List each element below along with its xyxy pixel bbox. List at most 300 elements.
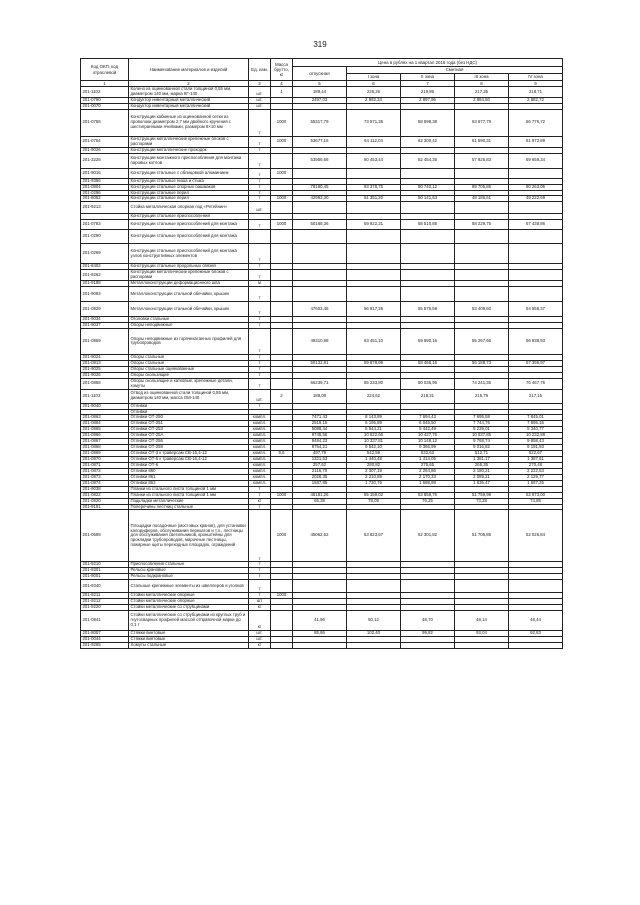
- row-zone-4-price: 2 129,77: [509, 474, 563, 480]
- row-zone-2-price: 53 859,76: [401, 492, 455, 498]
- row-release-price: 188,08: [293, 389, 347, 403]
- row-unit: т: [249, 287, 271, 302]
- row-unit: т: [249, 317, 271, 323]
- col-number: 9: [509, 81, 563, 87]
- row-zone-2-price: 48,70: [401, 611, 455, 631]
- row-zone-2-price: 1 698,98: [401, 480, 455, 486]
- row-unit: т: [249, 178, 271, 184]
- row-zone-4-price: 74,85: [509, 498, 563, 504]
- row-zone-2-price: 275,65: [401, 462, 455, 468]
- row-release-price: 47603,46: [293, 302, 347, 317]
- row-zone-4-price: [509, 270, 563, 281]
- row-zone-1-price: 542,59: [347, 451, 401, 457]
- row-zone-2-price: 5 442,49: [401, 427, 455, 433]
- row-unit: компл.: [249, 480, 271, 486]
- row-name: Опоры неподвижные: [129, 323, 249, 329]
- row-release-price: 2519,16: [293, 421, 347, 427]
- row-zone-1-price: 5 544,21: [347, 427, 401, 433]
- row-zone-4-price: [509, 580, 563, 593]
- row-zone-1-price: 78,09: [347, 498, 401, 504]
- row-code: 201-0859: [81, 328, 129, 354]
- row-zone-2-price: 52 301,82: [401, 510, 455, 562]
- row-code: 201-0864: [81, 421, 129, 427]
- row-code: 201-9016: [81, 168, 129, 178]
- col-number: 3: [249, 81, 271, 87]
- row-zone-3-price: 48,14: [455, 611, 509, 631]
- row-name: Рельсы крановые: [129, 568, 249, 574]
- table-row: [81, 389, 563, 403]
- row-zone-1-price: 53 823,67: [347, 510, 401, 562]
- row-name: Конструкции стальные опорных башмаков: [129, 184, 249, 190]
- header-release: отпускная: [293, 67, 347, 81]
- row-zone-2-price: 10 427,76: [401, 433, 455, 439]
- row-code: 201-9024: [81, 354, 129, 360]
- row-name: Стальные крепежные элементы из швеллеров и уголков: [129, 580, 249, 593]
- row-zone-1-price: 2 210,89: [347, 474, 401, 480]
- row-zone-1-price: 93 378,75: [347, 184, 401, 190]
- row-zone-3-price: [455, 287, 509, 302]
- row-zone-2-price: 2 897,96: [401, 97, 455, 103]
- row-mass: 1: [271, 87, 293, 98]
- row-unit: шт.: [249, 202, 271, 214]
- row-code: 201-0866: [81, 433, 129, 439]
- row-unit: т: [249, 184, 271, 190]
- row-zone-2-price: 2 170,33: [401, 474, 455, 480]
- row-code: 201-9034: [81, 317, 129, 323]
- row-zone-1-price: 55 159,02: [347, 492, 401, 498]
- page-number: 319: [313, 40, 327, 49]
- row-release-price: 55317,79: [293, 109, 347, 136]
- row-mass: [271, 580, 293, 593]
- row-name: Отливки ОТ-256: [129, 439, 249, 445]
- table-row: [81, 230, 563, 244]
- row-release-price: 50132,81: [293, 360, 347, 366]
- row-zone-2-price: 1 414,05: [401, 457, 455, 463]
- row-name: Колено из оцинкованной стали толщиной 0,55 мм, диаметром 140 мм, марка КГ-140: [129, 87, 249, 98]
- row-zone-1-price: 64 112,04: [347, 136, 401, 147]
- row-zone-4-price: 54 558,37: [509, 302, 563, 317]
- row-name: Отливки: [129, 409, 249, 415]
- header-zone-4: IV зона: [509, 74, 563, 81]
- row-name: Металлоконструкции стальной обечайки, крышек: [129, 287, 249, 302]
- col-number: 8: [455, 81, 509, 87]
- row-code: 201-0865: [81, 427, 129, 433]
- row-code: 201-9265: [81, 642, 129, 648]
- row-unit: кг: [249, 605, 271, 611]
- row-code: 201-3226: [81, 153, 129, 168]
- row-unit: т: [249, 562, 271, 568]
- row-code: 201-0764: [81, 136, 129, 147]
- row-zone-1-price: 10 337,81: [347, 439, 401, 445]
- header-estimate: Сметная: [347, 67, 563, 74]
- header-zone-1: I зона: [347, 74, 401, 81]
- row-name: Отливки ОТ-25А: [129, 433, 249, 439]
- row-code: 201-9340: [81, 580, 129, 593]
- row-name: Опоры неподвижные из горячекатанных профилей для трубопроводов: [129, 328, 249, 354]
- row-zone-1-price: 51 351,20: [347, 196, 401, 202]
- table-body: [81, 87, 563, 649]
- row-unit: т: [249, 504, 271, 510]
- row-zone-3-price: 9 016,82: [455, 445, 509, 451]
- row-mass: 1000: [271, 196, 293, 202]
- row-unit: компл.: [249, 468, 271, 474]
- col-number: 1: [81, 81, 129, 87]
- row-name: Опоры стальные оцинкованные: [129, 366, 249, 372]
- row-code: 201-0269: [81, 244, 129, 264]
- row-zone-1-price: 60 453,44: [347, 153, 401, 168]
- table-row: [81, 433, 563, 439]
- row-zone-2-price: 52 454,35: [401, 153, 455, 168]
- row-release-price: 50168,36: [293, 220, 347, 230]
- row-code: 201-0822: [81, 492, 129, 498]
- row-release-price: 189,44: [293, 87, 347, 98]
- row-release-price: 5088,44: [293, 427, 347, 433]
- row-name: Хомуты стальные: [129, 642, 249, 648]
- row-release-price: [293, 287, 347, 302]
- row-name: Стойки металлические со струбцинами: [129, 605, 249, 611]
- row-zone-3-price: 51 705,86: [455, 510, 509, 562]
- row-zone-4-price: 49 222,69: [509, 196, 563, 202]
- row-zone-3-price: 1 361,17: [455, 457, 509, 463]
- row-unit: кг: [249, 611, 271, 631]
- row-zone-3-price: 1 635,47: [455, 480, 509, 486]
- row-zone-1-price: 9 542,10: [347, 445, 401, 451]
- row-zone-4-price: 59 659,34: [509, 153, 563, 168]
- row-zone-3-price: 56 188,73: [455, 360, 509, 366]
- row-code: 201-9026: [81, 372, 129, 378]
- row-unit: шт.: [249, 631, 271, 637]
- row-name: Отливки ОТ-250: [129, 415, 249, 421]
- row-unit: т: [249, 574, 271, 580]
- row-code: 201-8402: [81, 264, 129, 270]
- row-zone-2-price: 10 148,12: [401, 439, 455, 445]
- row-release-price: 1587,85: [293, 480, 347, 486]
- row-name: Отливки ОТ-3 к траверсам СВ-16,4-12: [129, 451, 249, 457]
- row-release-price: 2497,03: [293, 97, 347, 103]
- row-zone-2-price: 76,25: [401, 498, 455, 504]
- row-release-price: 497,79: [293, 451, 347, 457]
- table-row: [81, 153, 563, 168]
- row-zone-2-price: 62 300,42: [401, 136, 455, 147]
- row-unit: шт: [249, 599, 271, 605]
- row-code: 201-9040: [81, 403, 129, 409]
- row-zone-2-price: 90 740,12: [401, 184, 455, 190]
- row-mass: [271, 230, 293, 244]
- row-release-price: 85,86: [293, 631, 347, 637]
- row-release-price: 53677,16: [293, 136, 347, 147]
- row-code: 201-0804: [81, 184, 129, 190]
- row-zone-2-price: 50 141,63: [401, 196, 455, 202]
- row-name: Конструкции металлические крепежные блоков с распорами: [129, 270, 249, 281]
- row-zone-1-price: [347, 580, 401, 593]
- row-name: Конструкции стальные приспособлений для монтажа: [129, 220, 249, 230]
- row-zone-3-price: 512,71: [455, 451, 509, 457]
- row-unit: м: [249, 281, 271, 287]
- table-row: [81, 109, 563, 136]
- row-zone-1-price: [347, 202, 401, 214]
- row-zone-1-price: 50,12: [347, 611, 401, 631]
- row-release-price: 78180,45: [293, 184, 347, 190]
- row-code: 201-9301: [81, 568, 129, 574]
- table-row: [81, 184, 563, 190]
- row-name: Планки из стального листа толщиной 1 мм: [129, 492, 249, 498]
- row-unit: [249, 230, 271, 244]
- row-zone-4-price: [509, 202, 563, 214]
- row-unit: т: [249, 328, 271, 354]
- row-name: Конструкции стальные с облицовкой алюминием: [129, 168, 249, 178]
- row-zone-4-price: 52 873,00: [509, 492, 563, 498]
- row-unit: т: [249, 378, 271, 389]
- row-zone-4-price: 2 222,53: [509, 468, 563, 474]
- header-zone-2: II зона: [401, 74, 455, 81]
- table-row: [81, 270, 563, 281]
- row-code: 201-0863: [81, 415, 129, 421]
- row-mass: [271, 328, 293, 354]
- row-unit: компл.: [249, 474, 271, 480]
- row-zone-2-price: [401, 230, 455, 244]
- row-mass: 2: [271, 389, 293, 403]
- row-unit: компл.: [249, 451, 271, 457]
- row-mass: 9,6: [271, 451, 293, 457]
- row-name: Конструкции кабинные из оцинкованной сетки из проволоки диаметром 2,7 мм двойного кручения с шестигранными ячейками, размером 8×10 мм: [129, 109, 249, 136]
- row-mass: 1000: [271, 109, 293, 136]
- row-zone-4-price: 76 467,76: [509, 378, 563, 389]
- row-zone-3-price: 51 759,99: [455, 492, 509, 498]
- row-name: Металлоконструкции деформационного шва: [129, 281, 249, 287]
- row-zone-1-price: 59 922,31: [347, 220, 401, 230]
- row-zone-1-price: 73 571,35: [347, 109, 401, 136]
- row-zone-4-price: 48,44: [509, 611, 563, 631]
- row-zone-1-price: 2 982,34: [347, 97, 401, 103]
- row-zone-2-price: [401, 244, 455, 264]
- row-zone-4-price: [509, 244, 563, 264]
- row-release-price: 2028,35: [293, 474, 347, 480]
- row-zone-3-price: 55 267,66: [455, 328, 509, 354]
- row-zone-4-price: 57 396,97: [509, 360, 563, 366]
- row-name: Конструкции стальные приспособлений: [129, 214, 249, 220]
- row-code: 201-0871: [81, 462, 129, 468]
- col-number: 7: [401, 81, 455, 87]
- row-code: 201-0867: [81, 439, 129, 445]
- row-code: 201-0841: [81, 611, 129, 631]
- table-row: [81, 168, 563, 178]
- table-row: [81, 328, 563, 354]
- row-name: Металлоконструкции стальной обечайки, крышек: [129, 302, 249, 317]
- row-zone-3-price: [455, 168, 509, 178]
- row-zone-3-price: 215,79: [455, 389, 509, 403]
- row-unit: т: [249, 136, 271, 147]
- row-unit: шт.: [249, 87, 271, 98]
- row-zone-2-price: 2 264,86: [401, 468, 455, 474]
- row-zone-4-price: 270,48: [509, 462, 563, 468]
- header-price-group: Цена в рублях на 1 квартал 2016 года (без НДС): [293, 59, 563, 67]
- row-unit: т: [249, 366, 271, 372]
- row-unit: т: [249, 153, 271, 168]
- row-release-price: 49310,98: [293, 328, 347, 354]
- row-unit: т: [249, 492, 271, 498]
- row-zone-1-price: 10 622,66: [347, 433, 401, 439]
- row-code: 201-0070: [81, 103, 129, 109]
- row-zone-2-price: [401, 270, 455, 281]
- row-code: 201-9026: [81, 147, 129, 153]
- row-zone-3-price: 5 239,01: [455, 427, 509, 433]
- row-release-price: 46181,26: [293, 492, 347, 498]
- row-zone-2-price: 99,82: [401, 631, 455, 637]
- row-unit: компл.: [249, 439, 271, 445]
- row-code: 201-9213: [81, 202, 129, 214]
- header-unit: Ед. изм.: [249, 59, 271, 81]
- table-row: [81, 302, 563, 317]
- row-zone-1-price: 59 878,99: [347, 360, 401, 366]
- row-zone-1-price: 8 143,89: [347, 415, 401, 421]
- row-code: 201-8057: [81, 631, 129, 637]
- row-zone-3-price: 2 089,21: [455, 474, 509, 480]
- header-name: Наименование материалов и изделий: [129, 59, 249, 81]
- col-number: 6: [347, 81, 401, 87]
- row-mass: [271, 611, 293, 631]
- row-release-price: 7471,43: [293, 415, 347, 421]
- row-zone-4-price: 5 340,77: [509, 427, 563, 433]
- table-header: [81, 59, 563, 87]
- row-zone-3-price: [455, 244, 509, 264]
- row-unit: компл.: [249, 415, 271, 421]
- row-code: 201-9001: [81, 574, 129, 580]
- row-zone-3-price: 217,35: [455, 87, 509, 98]
- header-mass: Масса брутто, кг: [271, 59, 293, 81]
- row-code: 201-0790: [81, 97, 129, 103]
- table-row: [81, 642, 563, 648]
- row-code: 201-9188: [81, 281, 129, 287]
- row-zone-2-price: 58 510,85: [401, 220, 455, 230]
- row-unit: т: [249, 147, 271, 153]
- row-zone-1-price: 63 451,10: [347, 328, 401, 354]
- row-zone-1-price: [347, 270, 401, 281]
- row-zone-4-price: 61 972,89: [509, 136, 563, 147]
- row-code: 201-0813: [81, 360, 129, 366]
- row-zone-3-price: [455, 230, 509, 244]
- row-zone-3-price: 2 180,21: [455, 468, 509, 474]
- row-mass: [271, 302, 293, 317]
- table-row: [81, 492, 563, 498]
- row-release-price: 41,96: [293, 611, 347, 631]
- row-name: Конструкции стальные приспособлений для монтажа узлов конструктивных элементов: [129, 244, 249, 264]
- row-zone-3-price: 265,35: [455, 462, 509, 468]
- row-release-price: 65,38: [293, 498, 347, 504]
- row-unit: шт.: [249, 103, 271, 109]
- row-unit: компл.: [249, 462, 271, 468]
- row-code: 201-0290: [81, 230, 129, 244]
- row-name: Конструкции монтажного приспособления для монтажа паровых котлов: [129, 153, 249, 168]
- row-zone-4-price: 90 263,05: [509, 184, 563, 190]
- row-code: 201-0873: [81, 474, 129, 480]
- row-name: Приспособления стальные: [129, 562, 249, 568]
- row-unit: компл.: [249, 457, 271, 463]
- table-row: [81, 378, 563, 389]
- row-name: Стойка металлическая опорная под «Ретейнин»: [129, 202, 249, 214]
- row-zone-4-price: [509, 230, 563, 244]
- row-code: 201-8052: [81, 196, 129, 202]
- row-zone-4-price: 9 958,43: [509, 439, 563, 445]
- row-zone-2-price: 7 694,43: [401, 415, 455, 421]
- row-zone-3-price: 53 409,60: [455, 302, 509, 317]
- row-code: 201-9220: [81, 605, 129, 611]
- row-unit: шт.: [249, 637, 271, 643]
- row-code: 201-0868: [81, 445, 129, 451]
- row-release-price: 2116,70: [293, 468, 347, 474]
- row-code: 201-0829: [81, 302, 129, 317]
- row-zone-1-price: 1 730,76: [347, 480, 401, 486]
- row-zone-1-price: 1 440,48: [347, 457, 401, 463]
- row-unit: кг: [249, 642, 271, 648]
- row-name: Стойки металлические со струбцинами из круглых труб и гнутосварных профилей массой отправочной марки до 0,1 т: [129, 611, 249, 631]
- table-row: [81, 136, 563, 147]
- row-zone-2-price: 532,63: [401, 451, 455, 457]
- row-code: 201-1102: [81, 87, 129, 98]
- row-mass: [271, 244, 293, 264]
- row-zone-4-price: 66 776,72: [509, 109, 563, 136]
- row-zone-3-price: 7 744,76: [455, 421, 509, 427]
- row-release-price: [293, 230, 347, 244]
- row-code: 201-0820: [81, 498, 129, 504]
- row-unit: шт.: [249, 97, 271, 103]
- row-name: Конструкции стальные приспособлений для монтажа: [129, 230, 249, 244]
- row-release-price: 42993,30: [293, 196, 347, 202]
- table-row: [81, 580, 563, 593]
- row-name: Планки из стального листа толщиной 1 мм: [129, 486, 249, 492]
- row-name: Кондуктор инвентарный металлический: [129, 97, 249, 103]
- table-row: [81, 611, 563, 631]
- row-code: 201-1103: [81, 389, 129, 403]
- row-release-price: [293, 580, 347, 593]
- row-code: 201-0870: [81, 457, 129, 463]
- price-table: [80, 58, 563, 649]
- row-unit: т: [249, 403, 271, 409]
- col-number: 5: [293, 81, 347, 87]
- row-release-price: 8754,21: [293, 445, 347, 451]
- row-code: 201-0044: [81, 637, 129, 643]
- row-name: Стяжки винтовые: [129, 637, 249, 643]
- row-zone-2-price: 55 576,58: [401, 302, 455, 317]
- table-row: [81, 87, 563, 98]
- row-mass: [271, 153, 293, 168]
- row-zone-1-price: [347, 168, 401, 178]
- row-zone-3-price: 74 241,35: [455, 378, 509, 389]
- row-mass: [271, 378, 293, 389]
- row-zone-4-price: 7 845,01: [509, 415, 563, 421]
- row-zone-2-price: [401, 202, 455, 214]
- row-name: Поперечины лестниц стальные: [129, 504, 249, 510]
- row-zone-3-price: 57 925,83: [455, 153, 509, 168]
- row-code: 201-9093: [81, 287, 129, 302]
- row-unit: т: [249, 196, 271, 202]
- row-name: Рельсы подкрановые: [129, 574, 249, 580]
- table-row: [81, 360, 563, 366]
- row-zone-4-price: 1 387,61: [509, 457, 563, 463]
- row-unit: т: [249, 510, 271, 562]
- row-name: Конструкции стальные продольных связей: [129, 264, 249, 270]
- row-zone-1-price: [347, 230, 401, 244]
- row-code: 201-0869: [81, 451, 129, 457]
- row-zone-2-price: 58 598,38: [401, 109, 455, 136]
- row-name: Опоры скользящие: [129, 372, 249, 378]
- row-code: 201-0874: [81, 480, 129, 486]
- row-unit: т: [249, 270, 271, 281]
- row-zone-3-price: 93,04: [455, 631, 509, 637]
- row-release-price: 1321,53: [293, 457, 347, 463]
- row-unit: т: [249, 220, 271, 230]
- row-unit: т: [249, 302, 271, 317]
- row-name: Отливки ОТ-251: [129, 421, 249, 427]
